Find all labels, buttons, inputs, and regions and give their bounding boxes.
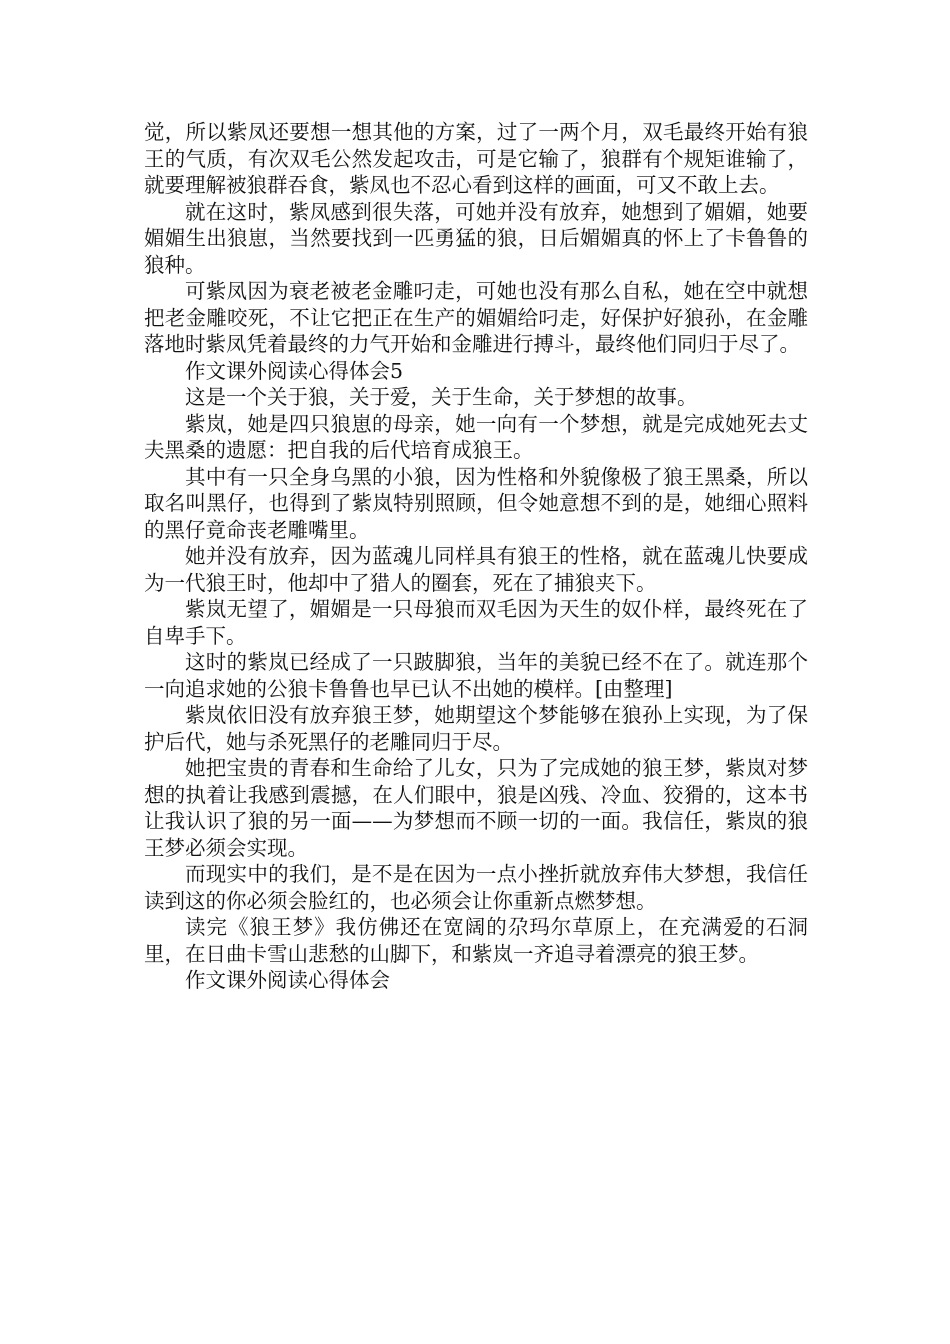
section-heading: 作文课外阅读心得体会 <box>185 968 390 992</box>
paragraph: 这时的紫岚已经成了一只跛脚狼，当年的美貌已经不在了。就连那个一向追求她的公狼卡鲁鲁也早已认不出她的模样。[由整理] <box>144 650 808 701</box>
paragraph: 读完《狼王梦》我仿佛还在宽阔的尕玛尔草原上，在充满爱的石洞里，在日曲卡雪山悲愁的山脚下，和紫岚一齐追寻着漂亮的狼王梦。 <box>144 915 808 966</box>
paragraph-continued: 觉，所以紫凤还要想一想其他的方案，过了一两个月，双毛最终开始有狼王的气质，有次双毛公然发起攻击，可是它输了，狼群有个规矩谁输了，就要理解被狼群吞食，紫凤也不忍心看到这样的画面，可又不敢上去。 <box>144 120 808 197</box>
paragraph: 紫岚，她是四只狼崽的母亲，她一向有一个梦想，就是完成她死去丈夫黑桑的遗愿：把自我的后代培育成狼王。 <box>144 411 808 462</box>
paragraph: 就在这时，紫凤感到很失落，可她并没有放弃，她想到了媚媚，她要媚媚生出狼崽，当然要找到一匹勇猛的狼，日后媚媚真的怀上了卡鲁鲁的狼种。 <box>144 199 808 277</box>
paragraph: 而现实中的我们，是不是在因为一点小挫折就放弃伟大梦想，我信任读到这的你必须会脸红的，也必须会让你重新点燃梦想。 <box>144 862 808 913</box>
paragraph: 这是一个关于狼，关于爱，关于生命，关于梦想的故事。 <box>185 385 698 409</box>
section-heading: 作文课外阅读心得体会5 <box>185 358 404 383</box>
paragraph: 她并没有放弃，因为蓝魂儿同样具有狼王的性格，就在蓝魂儿快要成为一代狼王时，他却中了猎人的圈套，死在了捕狼夹下。 <box>144 544 808 595</box>
document-body <box>144 119 808 994</box>
paragraph: 紫岚无望了，媚媚是一只母狼而双毛因为天生的奴仆样，最终死在了自卑手下。 <box>144 597 808 648</box>
paragraph: 紫岚依旧没有放弃狼王梦，她期望这个梦能够在狼孙上实现，为了保护后代，她与杀死黑仔的老雕同归于尽。 <box>144 703 808 754</box>
paragraph: 其中有一只全身乌黑的小狼，因为性格和外貌像极了狼王黑桑，所以取名叫黑仔，也得到了紫岚特别照顾，但令她意想不到的是，她细心照料的黑仔竟命丧老雕嘴里。 <box>144 464 808 542</box>
paragraph: 可紫凤因为衰老被老金雕叼走，可她也没有那么自私，她在空中就想把老金雕咬死，不让它把正在生产的媚媚给叼走，好保护好狼孙，在金雕落地时紫凤凭着最终的力气开始和金雕进行搏斗，最终他们同归于尽了。 <box>144 279 808 356</box>
paragraph: 她把宝贵的青春和生命给了儿女，只为了完成她的狼王梦，紫岚对梦想的执着让我感到震撼，在人们眼中，狼是凶残、冷血、狡猾的，这本书让我认识了狼的另一面——为梦想而不顾一切的一面。我信任，紫岚的狼王梦必须会实现。 <box>144 756 808 860</box>
